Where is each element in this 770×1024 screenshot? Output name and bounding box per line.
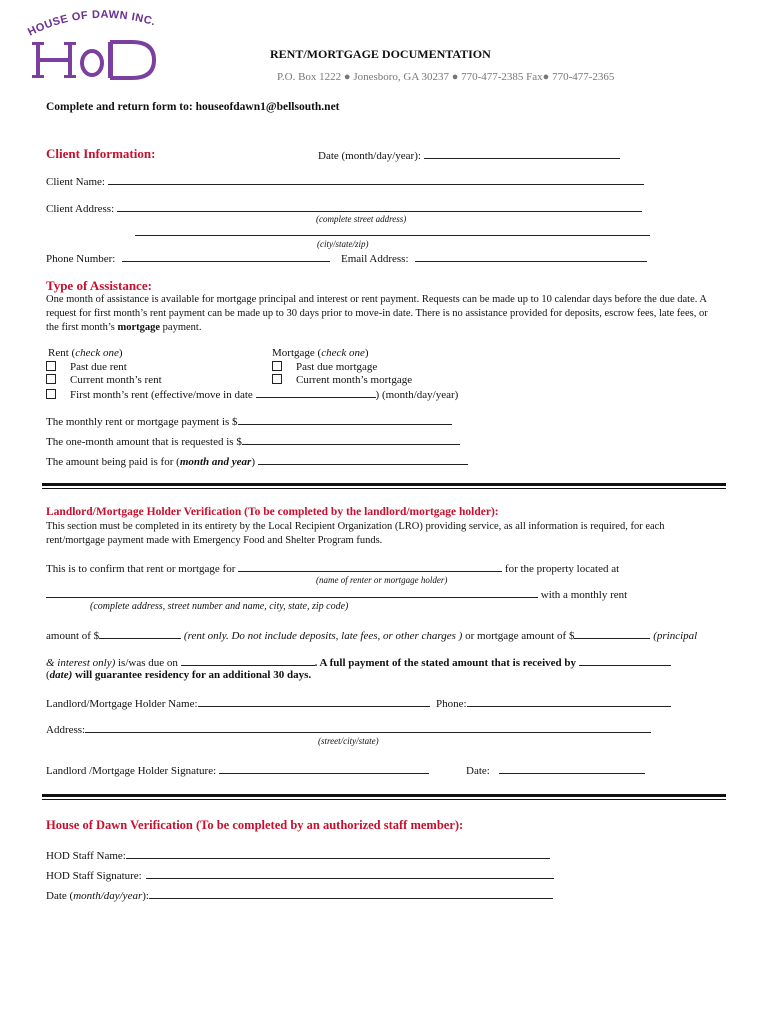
rent-option-current[interactable] bbox=[46, 374, 162, 386]
paid-for-row bbox=[46, 454, 468, 468]
received-by-field[interactable] bbox=[579, 655, 671, 666]
hod-heading: House of Dawn Verification (To be completed by an authorized staff member): bbox=[46, 818, 464, 832]
staff-date-label: Date ( bbox=[46, 890, 74, 902]
rent-option-past-due[interactable] bbox=[46, 361, 127, 373]
first-month-rent-checkbox[interactable] bbox=[46, 389, 56, 399]
client-address-row bbox=[46, 201, 642, 215]
holder-date-label: Date: bbox=[466, 765, 490, 777]
monthly-payment-field[interactable] bbox=[238, 414, 452, 425]
client-date-row bbox=[318, 148, 620, 162]
assistance-paragraph-text: One month of assistance is available for mortgage principal and interest or rent payment. Requests can be made up to 10 calendar days before the due date. A request for first month’s rent payment can be made up to 30 days prior to move-in date. There is no assistance provided for deposits, escrow fees, late fees, or the first month’s bbox=[46, 294, 708, 333]
client-name-row bbox=[46, 174, 644, 188]
holder-address-field[interactable] bbox=[85, 722, 651, 733]
staff-signature-label: HOD Staff Signature: bbox=[46, 870, 142, 882]
holder-signature-label: Landlord /Mortgage Holder Signature: bbox=[46, 765, 217, 777]
amount-row bbox=[46, 628, 697, 642]
assistance-paragraph-bold: mortgage bbox=[117, 322, 161, 333]
paid-for-label: The amount being paid is for ( bbox=[46, 456, 180, 468]
email-label: Email Address: bbox=[341, 253, 409, 265]
property-address-caption: (complete address, street number and name, city, state, zip code) bbox=[90, 601, 349, 612]
rent-only-note: (rent only. Do not include deposits, late fees, or other charges ) bbox=[183, 630, 463, 642]
assistance-paragraph-end: payment. bbox=[160, 322, 202, 333]
holder-phone-field[interactable] bbox=[467, 696, 671, 707]
assistance-paragraph bbox=[46, 293, 712, 335]
staff-signature-row bbox=[46, 868, 554, 882]
rent-heading: Rent (check one) bbox=[48, 347, 123, 359]
mortgage-heading-italic: check one bbox=[321, 347, 365, 359]
or-mortgage-label: or mortgage amount of $ bbox=[462, 630, 575, 642]
property-address-field[interactable] bbox=[46, 587, 538, 598]
client-email-row bbox=[341, 251, 647, 265]
client-date-field[interactable] bbox=[424, 148, 620, 159]
full-payment-text: . A full payment of the stated amount that is received by bbox=[314, 657, 576, 669]
paid-for-close: ) bbox=[251, 456, 255, 468]
staff-name-label: HOD Staff Name: bbox=[46, 850, 126, 862]
house-of-dawn-logo bbox=[22, 6, 172, 86]
rent-option-first-month[interactable] bbox=[46, 387, 458, 401]
holder-date-row bbox=[466, 763, 645, 777]
paid-for-field[interactable] bbox=[258, 454, 468, 465]
past-due-mortgage-label: Past due mortgage bbox=[296, 361, 378, 373]
landlord-heading: Landlord/Mortgage Holder Verification (To be completed by the landlord/mortgage holder): bbox=[46, 506, 499, 518]
street-address-caption: (complete street address) bbox=[316, 214, 407, 224]
rent-heading-italic: check one bbox=[75, 347, 119, 359]
rent-amount-field[interactable] bbox=[99, 628, 181, 639]
holder-phone-row bbox=[436, 696, 671, 710]
landlord-paragraph: This section must be completed in its entirety by the Local Recipient Organization (LRO) providing service, as all information is required, for each rent/mortgage payment made with Emergency Food and Shelter Program funds. bbox=[46, 521, 665, 546]
due-date-field[interactable] bbox=[181, 655, 315, 666]
phone-field[interactable] bbox=[122, 251, 330, 262]
current-rent-label: Current month’s rent bbox=[70, 374, 162, 386]
current-mortgage-checkbox[interactable] bbox=[272, 374, 282, 384]
client-city-line-wrap bbox=[135, 225, 650, 239]
confirm-label: This is to confirm that rent or mortgage for bbox=[46, 563, 236, 575]
confirm-row bbox=[46, 561, 619, 575]
staff-date-italic: month/day/year bbox=[73, 890, 143, 902]
renter-caption: (name of renter or mortgage holder) bbox=[316, 575, 448, 585]
client-name-label: Client Name: bbox=[46, 176, 105, 188]
section-divider-thin bbox=[42, 488, 726, 489]
monthly-rent-label: with a monthly rent bbox=[540, 589, 628, 601]
section-divider-2 bbox=[42, 794, 726, 797]
date-italic: date) bbox=[49, 669, 73, 681]
holder-street-caption: (street/city/state) bbox=[318, 736, 379, 746]
interest-only-note: & interest only) bbox=[46, 657, 116, 669]
rent-heading-text: Rent ( bbox=[48, 347, 76, 359]
client-info-heading: Client Information: bbox=[46, 146, 156, 161]
staff-date-field[interactable] bbox=[149, 888, 553, 899]
first-month-tail: ) (month/day/year) bbox=[375, 389, 459, 401]
holder-signature-row bbox=[46, 763, 429, 777]
principal-note: (principal bbox=[653, 630, 698, 642]
section-divider bbox=[42, 483, 726, 486]
amount-of-label: amount of $ bbox=[46, 630, 100, 642]
past-due-rent-checkbox[interactable] bbox=[46, 361, 56, 371]
mortgage-option-past-due[interactable] bbox=[272, 361, 377, 373]
monthly-payment-label: The monthly rent or mortgage payment is $ bbox=[46, 416, 238, 428]
first-month-rent-label: First month’s rent (effective/move in date bbox=[70, 389, 253, 401]
property-label: for the property located at bbox=[504, 563, 620, 575]
section-divider-2-thin bbox=[42, 799, 726, 800]
holder-address-label: Address: bbox=[46, 724, 86, 736]
phone-label: Phone Number: bbox=[46, 253, 116, 265]
holder-date-field[interactable] bbox=[499, 763, 645, 774]
client-date-label: Date (month/day/year): bbox=[318, 150, 421, 162]
guarantee-row: (date) will guarantee residency for an additional 30 days. bbox=[46, 669, 312, 681]
logo-arc-text: HOUSE OF DAWN INC. bbox=[26, 8, 158, 39]
mortgage-amount-field[interactable] bbox=[574, 628, 650, 639]
holder-phone-label: Phone: bbox=[436, 698, 467, 710]
city-state-zip-caption: (city/state/zip) bbox=[317, 239, 369, 249]
guarantee-text: will guarantee residency for an additional 30 days. bbox=[72, 669, 312, 681]
mortgage-option-current[interactable] bbox=[272, 374, 412, 386]
holder-name-field[interactable] bbox=[198, 696, 430, 707]
client-address-label: Client Address: bbox=[46, 203, 115, 215]
was-due-label: is/was due on bbox=[115, 657, 181, 669]
staff-name-field[interactable] bbox=[126, 848, 550, 859]
client-city-field[interactable] bbox=[135, 225, 650, 236]
form-title: RENT/MORTGAGE DOCUMENTATION bbox=[270, 47, 491, 61]
holder-name-label: Landlord/Mortgage Holder Name: bbox=[46, 698, 198, 710]
return-instructions: Complete and return form to: houseofdawn1@bellsouth.net bbox=[46, 101, 340, 113]
one-month-amount-label: The one-month amount that is requested is $ bbox=[46, 436, 242, 448]
staff-name-row bbox=[46, 848, 550, 862]
paid-for-italic: month and year bbox=[179, 456, 252, 468]
email-field[interactable] bbox=[415, 251, 647, 262]
past-due-mortgage-checkbox[interactable] bbox=[272, 361, 282, 371]
monthly-payment-row bbox=[46, 414, 452, 428]
current-mortgage-label: Current month’s mortgage bbox=[296, 374, 413, 386]
past-due-rent-label: Past due rent bbox=[70, 361, 127, 373]
staff-signature-field[interactable] bbox=[146, 868, 554, 879]
client-phone-row bbox=[46, 251, 330, 265]
client-street-field[interactable] bbox=[117, 201, 642, 212]
move-in-date-field[interactable] bbox=[256, 387, 376, 398]
mortgage-heading: Mortgage (check one) bbox=[272, 347, 369, 359]
property-address-row bbox=[46, 587, 627, 601]
one-month-amount-field[interactable] bbox=[242, 434, 460, 445]
assistance-heading: Type of Assistance: bbox=[46, 278, 152, 293]
organization-address: P.O. Box 1222 ● Jonesboro, GA 30237 ● 770-477-2385 Fax● 770-477-2365 bbox=[277, 71, 615, 83]
one-month-amount-row bbox=[46, 434, 460, 448]
renter-name-field[interactable] bbox=[238, 561, 502, 572]
mortgage-heading-text: Mortgage ( bbox=[272, 347, 322, 359]
current-rent-checkbox[interactable] bbox=[46, 374, 56, 384]
staff-date-end: ): bbox=[142, 890, 149, 902]
holder-name-row bbox=[46, 696, 430, 710]
logo-graphic bbox=[22, 6, 172, 86]
client-name-field[interactable] bbox=[108, 174, 644, 185]
svg-text:HOUSE OF DAWN INC. bbox=[26, 9, 157, 39]
holder-address-row bbox=[46, 722, 651, 736]
due-row bbox=[46, 655, 671, 669]
staff-date-row bbox=[46, 888, 553, 902]
holder-signature-field[interactable] bbox=[219, 763, 429, 774]
